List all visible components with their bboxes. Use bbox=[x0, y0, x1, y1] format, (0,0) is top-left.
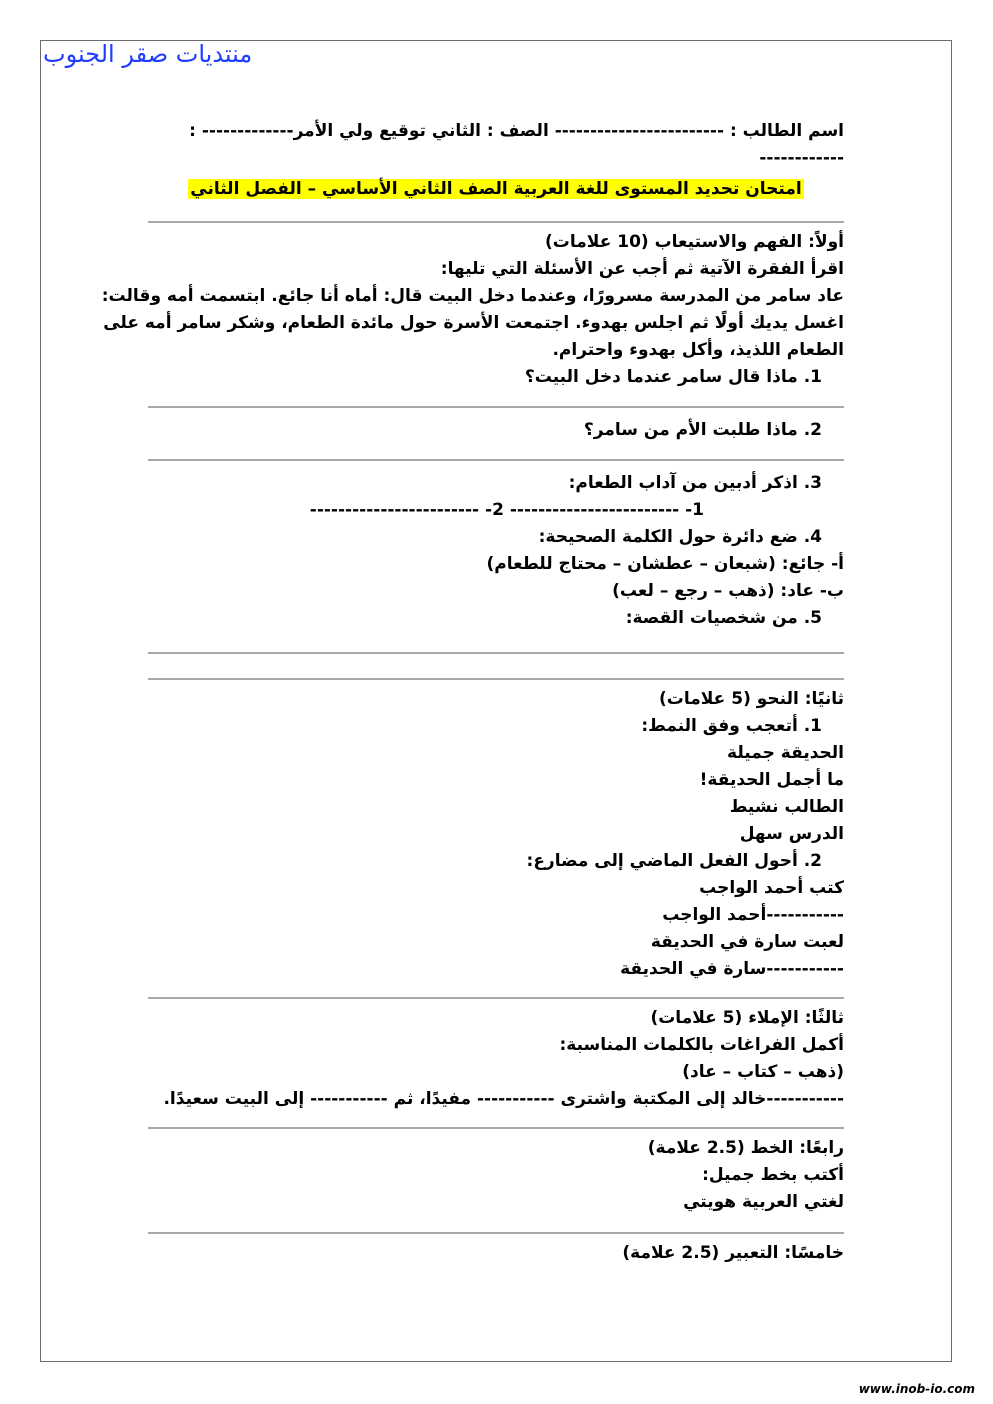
section1-instruction: اقرأ الفقرة الآتية ثم أجب عن الأسئلة التي تليها: bbox=[440, 259, 844, 279]
section5-heading: خامسًا: التعبير (2.5 علامة) bbox=[622, 1243, 844, 1263]
question-2: 2. ماذا طلبت الأم من سامر؟ bbox=[583, 420, 822, 440]
dictation-sentence: -----------خالد إلى المكتبة واشترى ----------- مفيدًا، ثم ----------- إلى البيت سعيدًا. bbox=[163, 1089, 844, 1109]
section3-instruction: أكمل الفراغات بالكلمات المناسبة: bbox=[559, 1035, 844, 1055]
exam-title-wrap bbox=[148, 176, 844, 203]
grammar-line: -----------سارة في الحديقة bbox=[620, 959, 844, 979]
passage-line: اغسل يديك أولًا ثم اجلس بهدوء. اجتمعت الأسرة حول مائدة الطعام، وشكر سامر أمه على bbox=[103, 313, 844, 333]
exam-title: امتحان تحديد المستوى للغة العربية الصف الثاني الأساسي – الفصل الثاني bbox=[190, 179, 802, 199]
handwriting-text: لغتي العربية هويتي bbox=[683, 1192, 844, 1212]
question-4-a: أ- جائع: (شبعان – عطشان – محتاج للطعام) bbox=[486, 554, 844, 574]
grammar-line: لعبت سارة في الحديقة bbox=[650, 932, 844, 952]
section1-heading: أولاً: الفهم والاستيعاب (10 علامات) bbox=[545, 232, 844, 252]
section4-heading: رابعًا: الخط (2.5 علامة) bbox=[647, 1138, 844, 1158]
section4-instruction: أكتب بخط جميل: bbox=[702, 1165, 844, 1185]
grammar-question-1: 1. أتعجب وفق النمط: bbox=[641, 716, 822, 736]
question-3: 3. اذكر أدبين من آداب الطعام: bbox=[568, 473, 822, 493]
grammar-line: -----------أحمد الواجب bbox=[662, 905, 844, 925]
question-4-b: ب- عاد: (ذهب – رجع – لعب) bbox=[612, 581, 844, 601]
grammar-line: الحديقة جميلة bbox=[727, 743, 844, 763]
exam-content bbox=[101, 118, 844, 1267]
grammar-line: كتب أحمد الواجب bbox=[699, 878, 844, 898]
question-1: 1. ماذا قال سامر عندما دخل البيت؟ bbox=[524, 367, 822, 387]
student-info-dashes: ------------ bbox=[759, 148, 844, 168]
question-4: 4. ضع دائرة حول الكلمة الصحيحة: bbox=[538, 527, 822, 547]
footer-url: www.inob-io.com bbox=[858, 1382, 975, 1396]
section2-heading: ثانيًا: النحو (5 علامات) bbox=[659, 689, 844, 709]
grammar-line: الدرس سهل bbox=[739, 824, 844, 844]
question-3-answer: 1- ------------------------ 2- ------------------------ bbox=[309, 500, 704, 520]
passage-line: الطعام اللذيذ، وأكل بهدوء واحترام. bbox=[552, 340, 844, 360]
section3-heading: ثالثًا: الإملاء (5 علامات) bbox=[650, 1008, 844, 1028]
grammar-line: الطالب نشيط bbox=[729, 797, 844, 817]
word-bank: (ذهب – كتاب – عاد) bbox=[682, 1062, 844, 1082]
grammar-line: ما أجمل الحديقة! bbox=[699, 770, 844, 790]
grammar-question-2: 2. أحول الفعل الماضي إلى مضارع: bbox=[526, 851, 822, 871]
passage-line: عاد سامر من المدرسة مسرورًا، وعندما دخل البيت قال: أماه أنا جائع. ابتسمت أمه وقالت: bbox=[101, 286, 844, 306]
student-info-line: اسم الطالب : ------------------------ الصف : الثاني توقيع ولي الأمر------------- : bbox=[189, 121, 844, 141]
site-title: منتديات صقر الجنوب bbox=[43, 40, 253, 68]
question-5: 5. من شخصيات القصة: bbox=[625, 608, 822, 628]
